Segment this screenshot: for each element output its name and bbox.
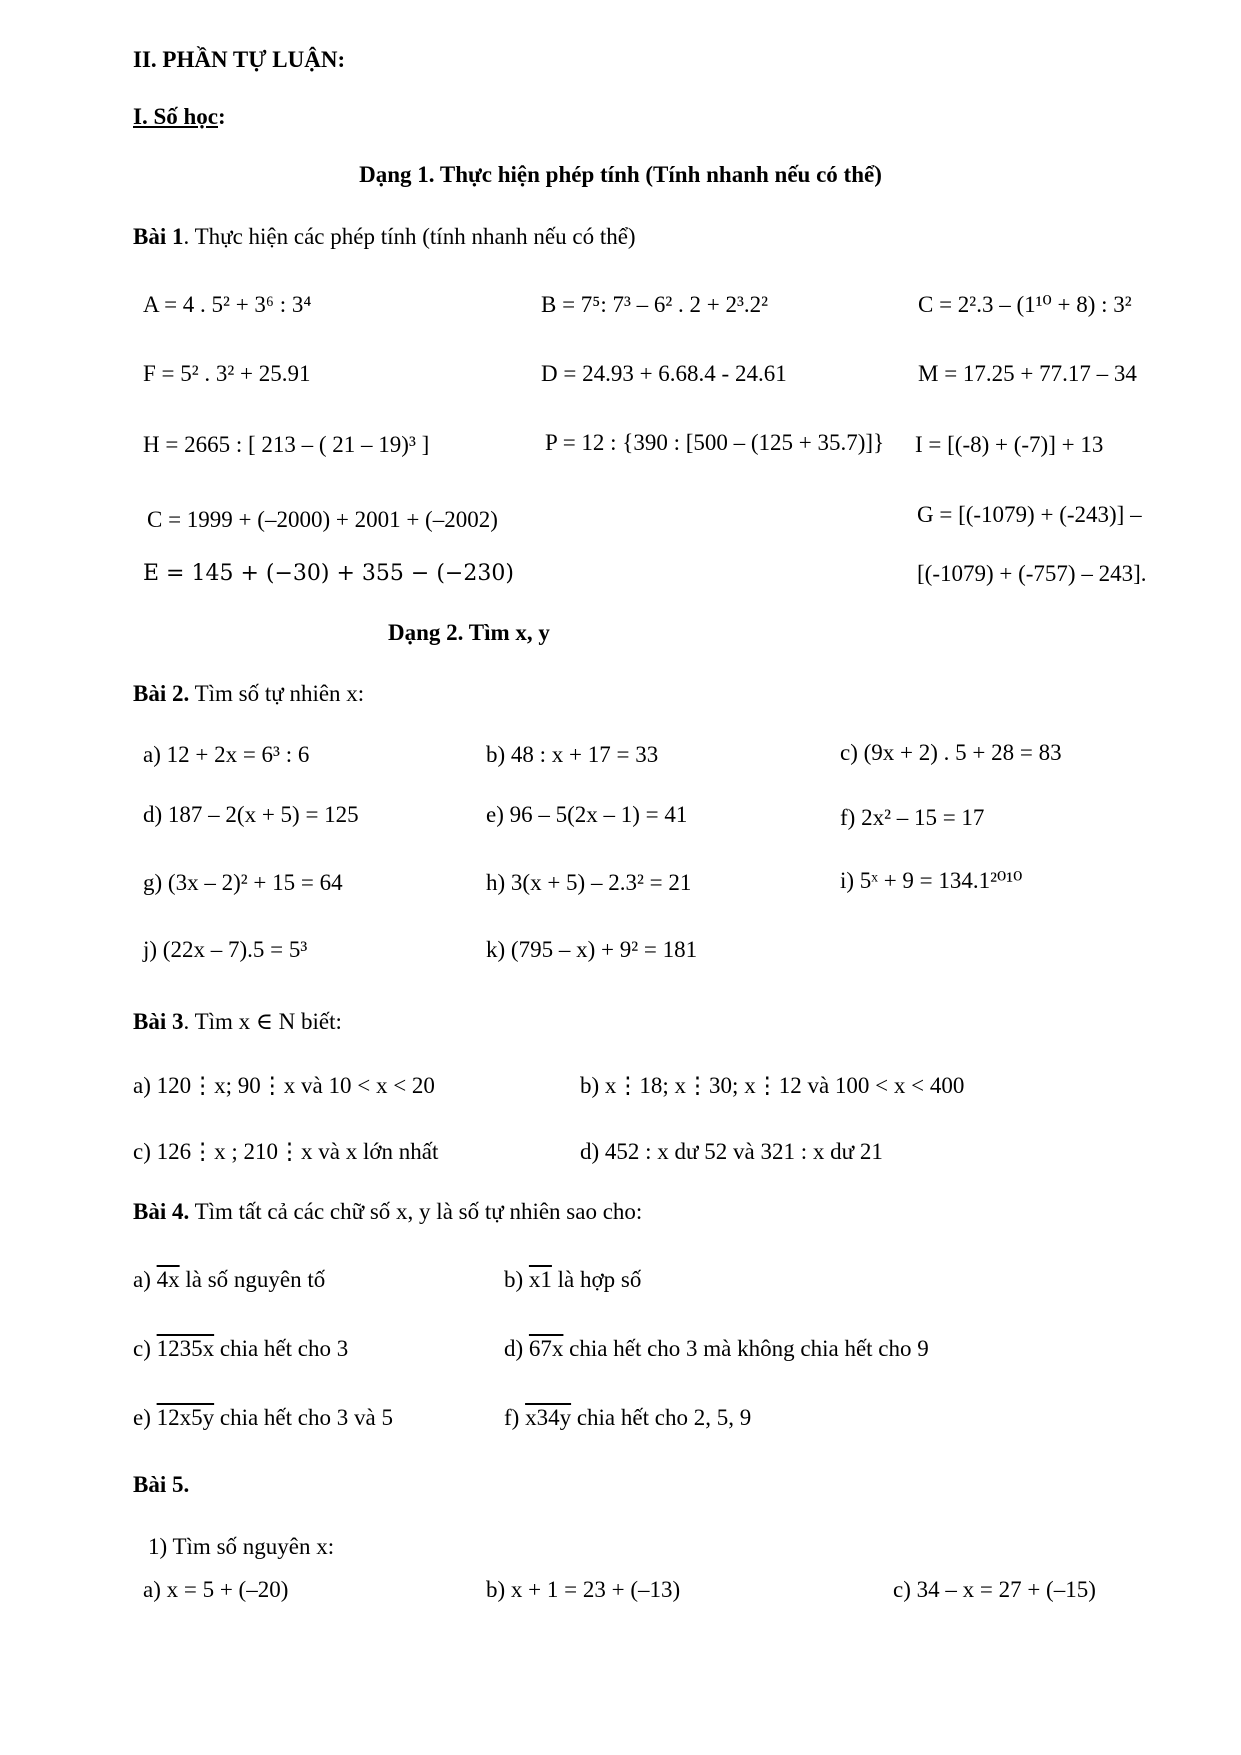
subsection-heading: [133, 102, 226, 132]
bai3-heading: [133, 1007, 342, 1037]
bai4-b-number: x1: [528, 1267, 552, 1292]
bai2-a: a) 12 + 2x = 6³ : 6: [143, 742, 310, 767]
bai2-c: c) (9x + 2) . 5 + 28 = 83: [840, 740, 1062, 765]
bai3-text: . Tìm x ∈ N biết:: [183, 1009, 342, 1034]
bai4-d-prefix: d): [504, 1336, 524, 1361]
expr-a: A = 4 . 5² + 3⁶ : 3⁴: [143, 292, 312, 317]
expr-i: I = [(-8) + (-7)] + 13: [915, 432, 1104, 457]
bai1-heading: [133, 222, 636, 252]
bai4-label: Bài 4.: [133, 1199, 190, 1224]
bai4-heading: [133, 1197, 642, 1227]
bai4-f-prefix: f): [504, 1405, 520, 1430]
bai3-c: c) 126⋮x ; 210⋮x và x lớn nhất: [133, 1139, 439, 1164]
bai5-a: a) x = 5 + (–20): [143, 1577, 289, 1602]
bai4-a-number: 4x: [156, 1267, 180, 1292]
bai4-a: [133, 1265, 325, 1295]
expr-g-line1: G = [(-1079) + (-243)] –: [917, 502, 1142, 527]
bai4-b-prefix: b): [504, 1267, 524, 1292]
bai2-f: f) 2x² – 15 = 17: [840, 805, 985, 830]
expr-g-line2: [(-1079) + (-757) – 243].: [917, 561, 1147, 586]
dang2-title: Dạng 2. Tìm x, y: [388, 620, 550, 645]
dang1-title: Dạng 1. Thực hiện phép tính (Tính nhanh nếu có thể): [359, 162, 882, 187]
bai5-c: c) 34 – x = 27 + (–15): [893, 1577, 1096, 1602]
expr-h: H = 2665 : [ 213 – ( 21 – 19)³ ]: [143, 432, 430, 457]
bai1-label: Bài 1: [133, 224, 184, 249]
bai4-c-prefix: c): [133, 1336, 151, 1361]
bai3-d: d) 452 : x dư 52 và 321 : x dư 21: [580, 1139, 883, 1164]
bai2-j: j) (22x – 7).5 = 5³: [143, 937, 308, 962]
bai2-label: Bài 2.: [133, 681, 190, 706]
expr-p: P = 12 : {390 : [500 – (125 + 35.7)]}: [545, 430, 885, 455]
bai4-e-number: 12x5y: [156, 1405, 215, 1430]
bai5-sub1: 1) Tìm số nguyên x:: [148, 1534, 335, 1559]
expr-f: F = 5² . 3² + 25.91: [143, 361, 311, 386]
bai2-g: g) (3x – 2)² + 15 = 64: [143, 870, 343, 895]
subsection-label: I. Số học: [133, 104, 218, 129]
bai5-label: Bài 5.: [133, 1472, 190, 1497]
expr-c2: C = 1999 + (–2000) + 2001 + (–2002): [147, 507, 498, 532]
expr-m: M = 17.25 + 77.17 – 34: [918, 361, 1137, 386]
expr-d: D = 24.93 + 6.68.4 - 24.61: [541, 361, 787, 386]
expr-b: B = 7⁵: 7³ – 6² . 2 + 2³.2²: [541, 292, 769, 317]
bai3-label: Bài 3: [133, 1009, 184, 1034]
bai4-e: [133, 1403, 393, 1433]
bai4-f-number: x34y: [525, 1405, 572, 1430]
bai4-d-suffix: chia hết cho 3 mà không chia hết cho 9: [563, 1336, 929, 1361]
bai2-h: h) 3(x + 5) – 2.3² = 21: [486, 870, 692, 895]
expr-c: C = 2².3 – (1¹⁰ + 8) : 3²: [918, 292, 1132, 317]
bai4-e-suffix: chia hết cho 3 và 5: [214, 1405, 393, 1430]
bai2-k: k) (795 – x) + 9² = 181: [486, 937, 698, 962]
bai4-b: [504, 1265, 641, 1295]
bai4-text: Tìm tất cả các chữ số x, y là số tự nhiên sao cho:: [189, 1199, 643, 1224]
bai3-b: b) x⋮18; x⋮30; x⋮12 và 100 < x < 400: [580, 1073, 965, 1098]
subsection-colon: :: [218, 104, 226, 129]
bai5-b: b) x + 1 = 23 + (–13): [486, 1577, 681, 1602]
bai3-a: a) 120⋮x; 90⋮x và 10 < x < 20: [133, 1073, 435, 1098]
bai4-e-prefix: e): [133, 1405, 151, 1430]
bai4-f: [504, 1403, 751, 1433]
bai2-b: b) 48 : x + 17 = 33: [486, 742, 659, 767]
bai4-c-suffix: chia hết cho 3: [214, 1336, 349, 1361]
bai2-heading: [133, 679, 364, 709]
bai4-a-suffix: là số nguyên tố: [179, 1267, 326, 1292]
expr-e: E = 145 + (−30) + 355 − (−230): [143, 561, 514, 586]
bai4-a-prefix: a): [133, 1267, 151, 1292]
bai4-c-number: 1235x: [156, 1336, 215, 1361]
bai2-text: Tìm số tự nhiên x:: [189, 681, 365, 706]
bai4-d-number: 67x: [528, 1336, 564, 1361]
bai1-text: . Thực hiện các phép tính (tính nhanh nếu có thể): [183, 224, 636, 249]
bai2-d: d) 187 – 2(x + 5) = 125: [143, 802, 359, 827]
bai4-d: [504, 1334, 929, 1364]
bai4-c: [133, 1334, 348, 1364]
bai4-b-suffix: là hợp số: [551, 1267, 642, 1292]
bai4-f-suffix: chia hết cho 2, 5, 9: [571, 1405, 752, 1430]
bai2-i: i) 5ˣ + 9 = 134.1²⁰¹⁰: [840, 868, 1023, 893]
section-title: II. PHẦN TỰ LUẬN:: [133, 47, 346, 72]
bai2-e: e) 96 – 5(2x – 1) = 41: [486, 802, 688, 827]
